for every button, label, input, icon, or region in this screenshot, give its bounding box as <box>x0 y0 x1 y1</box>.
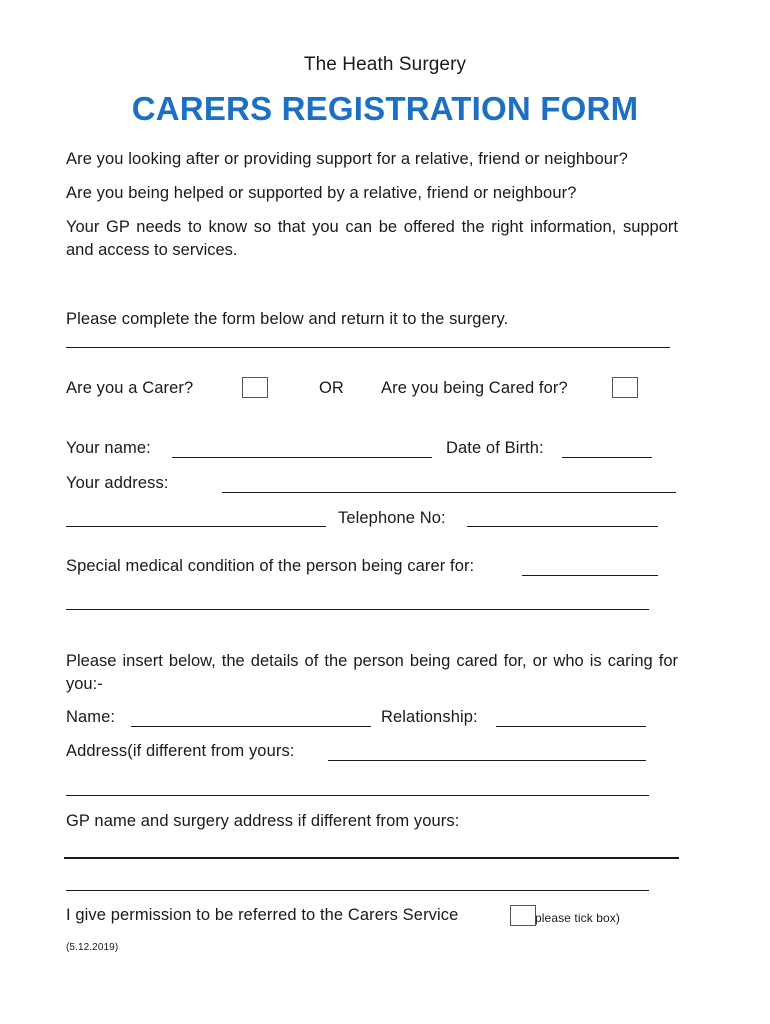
form-title: CARERS REGISTRATION FORM <box>131 90 639 127</box>
medical-condition-label: Special medical condition of the person being carer for: <box>66 557 475 575</box>
consent-label: I give permission to be referred to the Carers Service <box>66 906 459 924</box>
your-address-field-line-2[interactable] <box>66 526 326 527</box>
your-name-label: Your name: <box>66 439 151 457</box>
surgery-name: The Heath Surgery <box>303 54 467 75</box>
other-person-intro: Please insert below, the details of the person being cared for, or who is caring for you:- <box>66 652 678 693</box>
other-address-field-line-2[interactable] <box>66 795 649 796</box>
carer-question-label: Are you a Carer? <box>66 379 194 397</box>
your-address-label: Your address: <box>66 474 169 492</box>
consent-hint: please tick box) <box>535 911 620 925</box>
relationship-label: Relationship: <box>381 708 478 726</box>
your-address-field-line-1[interactable] <box>222 492 676 493</box>
dob-field[interactable] <box>562 457 652 458</box>
other-name-label: Name: <box>66 708 116 726</box>
gp-address-field-line-2[interactable] <box>66 890 649 891</box>
intro-question-looking-after: Are you looking after or providing support for a relative, friend or neighbour? <box>66 150 628 168</box>
section-divider <box>66 347 670 348</box>
dob-label: Date of Birth: <box>446 439 544 457</box>
other-address-field-line-1[interactable] <box>328 760 646 761</box>
other-address-label: Address(if different from yours: <box>66 742 295 760</box>
medical-condition-field-line-2[interactable] <box>66 609 649 610</box>
instruction-text: Please complete the form below and return it to the surgery. <box>66 310 509 328</box>
cared-for-question-label: Are you being Cared for? <box>381 379 568 397</box>
consent-checkbox[interactable] <box>510 905 536 926</box>
gp-address-field-line-1[interactable] <box>64 857 679 859</box>
or-label: OR <box>319 379 344 397</box>
your-name-field[interactable] <box>172 457 432 458</box>
gp-address-label: GP name and surgery address if different from yours: <box>66 812 460 830</box>
relationship-field[interactable] <box>496 726 646 727</box>
intro-gp-needs-to-know: Your GP needs to know so that you can be offered the right information, support and access to services. <box>66 218 678 259</box>
telephone-label: Telephone No: <box>338 509 446 527</box>
form-version-date: (5.12.2019) <box>66 942 119 953</box>
other-name-field[interactable] <box>131 726 371 727</box>
medical-condition-field-line-1[interactable] <box>522 575 658 576</box>
carer-checkbox[interactable] <box>242 377 268 398</box>
cared-for-checkbox[interactable] <box>612 377 638 398</box>
intro-question-being-helped: Are you being helped or supported by a relative, friend or neighbour? <box>66 184 577 202</box>
telephone-field[interactable] <box>467 526 658 527</box>
